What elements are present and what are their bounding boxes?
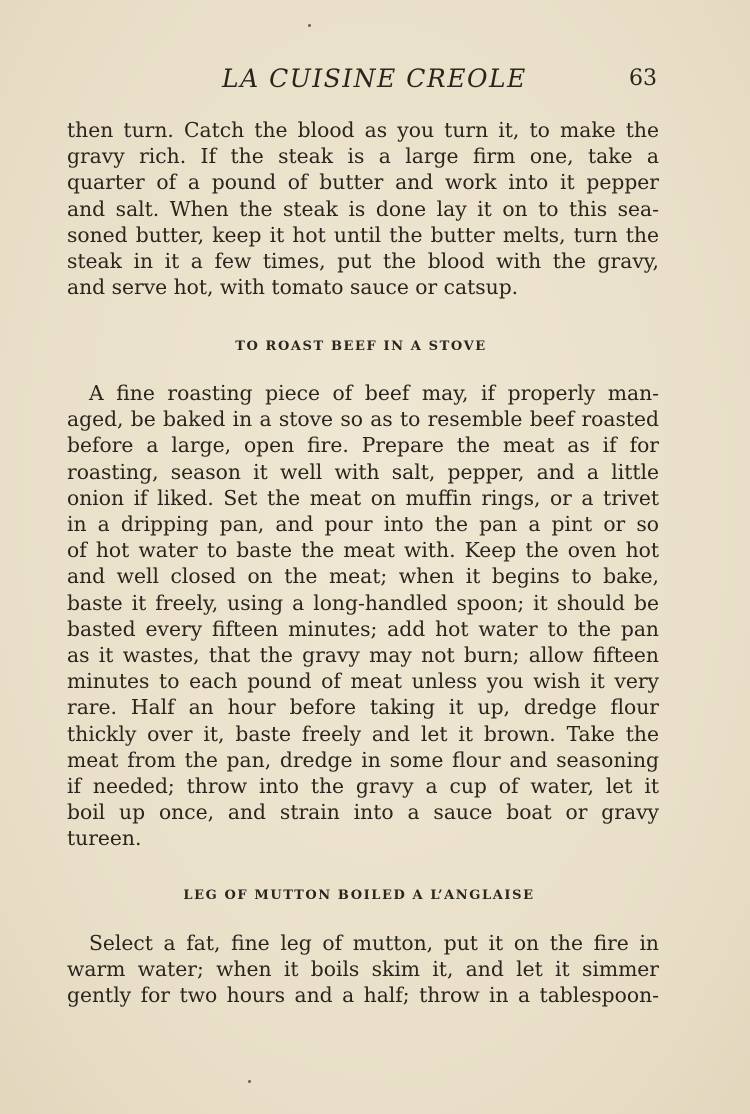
paragraph-leg-of-mutton <box>67 930 659 1009</box>
recipe-heading-leg-of-mutton: LEG OF MUTTON BOILED A L’ANGLAISE <box>183 888 535 903</box>
text-line: aged, be baked in a stove so as to resemble beef roasted <box>67 407 659 432</box>
text-line: of hot water to baste the meat with. Keep the oven hot <box>67 538 659 563</box>
text-line: minutes to each pound of meat unless you wish it very <box>67 669 659 694</box>
text-line: basted every fifteen minutes; add hot water to the pan <box>67 616 659 641</box>
text-line: roasting, season it well with salt, pepper, and a little <box>67 459 659 484</box>
text-line: and well closed on the meat; when it begins to bake, <box>67 564 659 589</box>
text-line: quarter of a pound of butter and work into it pepper <box>67 170 659 195</box>
text-line: onion if liked. Set the meat on muffin rings, or a trivet <box>67 485 659 510</box>
text-line: and salt. When the steak is done lay it on to this sea- <box>67 196 659 221</box>
text-line: if needed; throw into the gravy a cup of water, let it <box>67 774 659 799</box>
recipe-heading-roast-beef: TO ROAST BEEF IN A STOVE <box>235 339 487 354</box>
paper-speck <box>308 24 311 27</box>
text-line: gravy rich. If the steak is a large firm one, take a <box>67 144 659 169</box>
text-line: as it wastes, that the gravy may not burn; allow fifteen <box>67 643 659 668</box>
paragraph-roast-beef <box>67 380 659 852</box>
text-line: rare. Half an hour before taking it up, dredge flour <box>67 695 659 720</box>
text-line: A fine roasting piece of beef may, if properly man- <box>89 381 659 405</box>
text-line: baste it freely, using a long-handled spoon; it should be <box>67 590 659 615</box>
text-line: soned butter, keep it hot until the butter melts, turn the <box>67 222 659 247</box>
text-line: tureen. <box>67 826 142 851</box>
text-line: before a large, open fire. Prepare the meat as if for <box>67 433 659 458</box>
paper-speck <box>248 1080 251 1083</box>
text-line: and serve hot, with tomato sauce or catsup. <box>67 275 519 300</box>
page-number: 63 <box>629 66 657 91</box>
text-line: Select a fat, fine leg of mutton, put it on the fire in <box>89 931 659 955</box>
text-line: boil up once, and strain into a sauce boat or gravy <box>67 800 659 825</box>
text-line: gently for two hours and a half; throw in a tablespoon- <box>67 983 659 1008</box>
running-title: LA CUISINE CREOLE <box>222 64 527 93</box>
text-line: meat from the pan, dredge in some flour and seasoning <box>67 747 659 772</box>
text-line: steak in it a few times, put the blood with the gravy, <box>67 249 659 274</box>
paragraph-steak-continued <box>67 117 659 300</box>
text-line: thickly over it, baste freely and let it brown. Take the <box>67 721 659 746</box>
text-line: warm water; when it boils skim it, and let it simmer <box>67 957 659 982</box>
running-header <box>0 62 750 96</box>
text-line: in a dripping pan, and pour into the pan a pint or so <box>67 512 659 537</box>
text-line: then turn. Catch the blood as you turn it, to make the <box>67 118 659 142</box>
